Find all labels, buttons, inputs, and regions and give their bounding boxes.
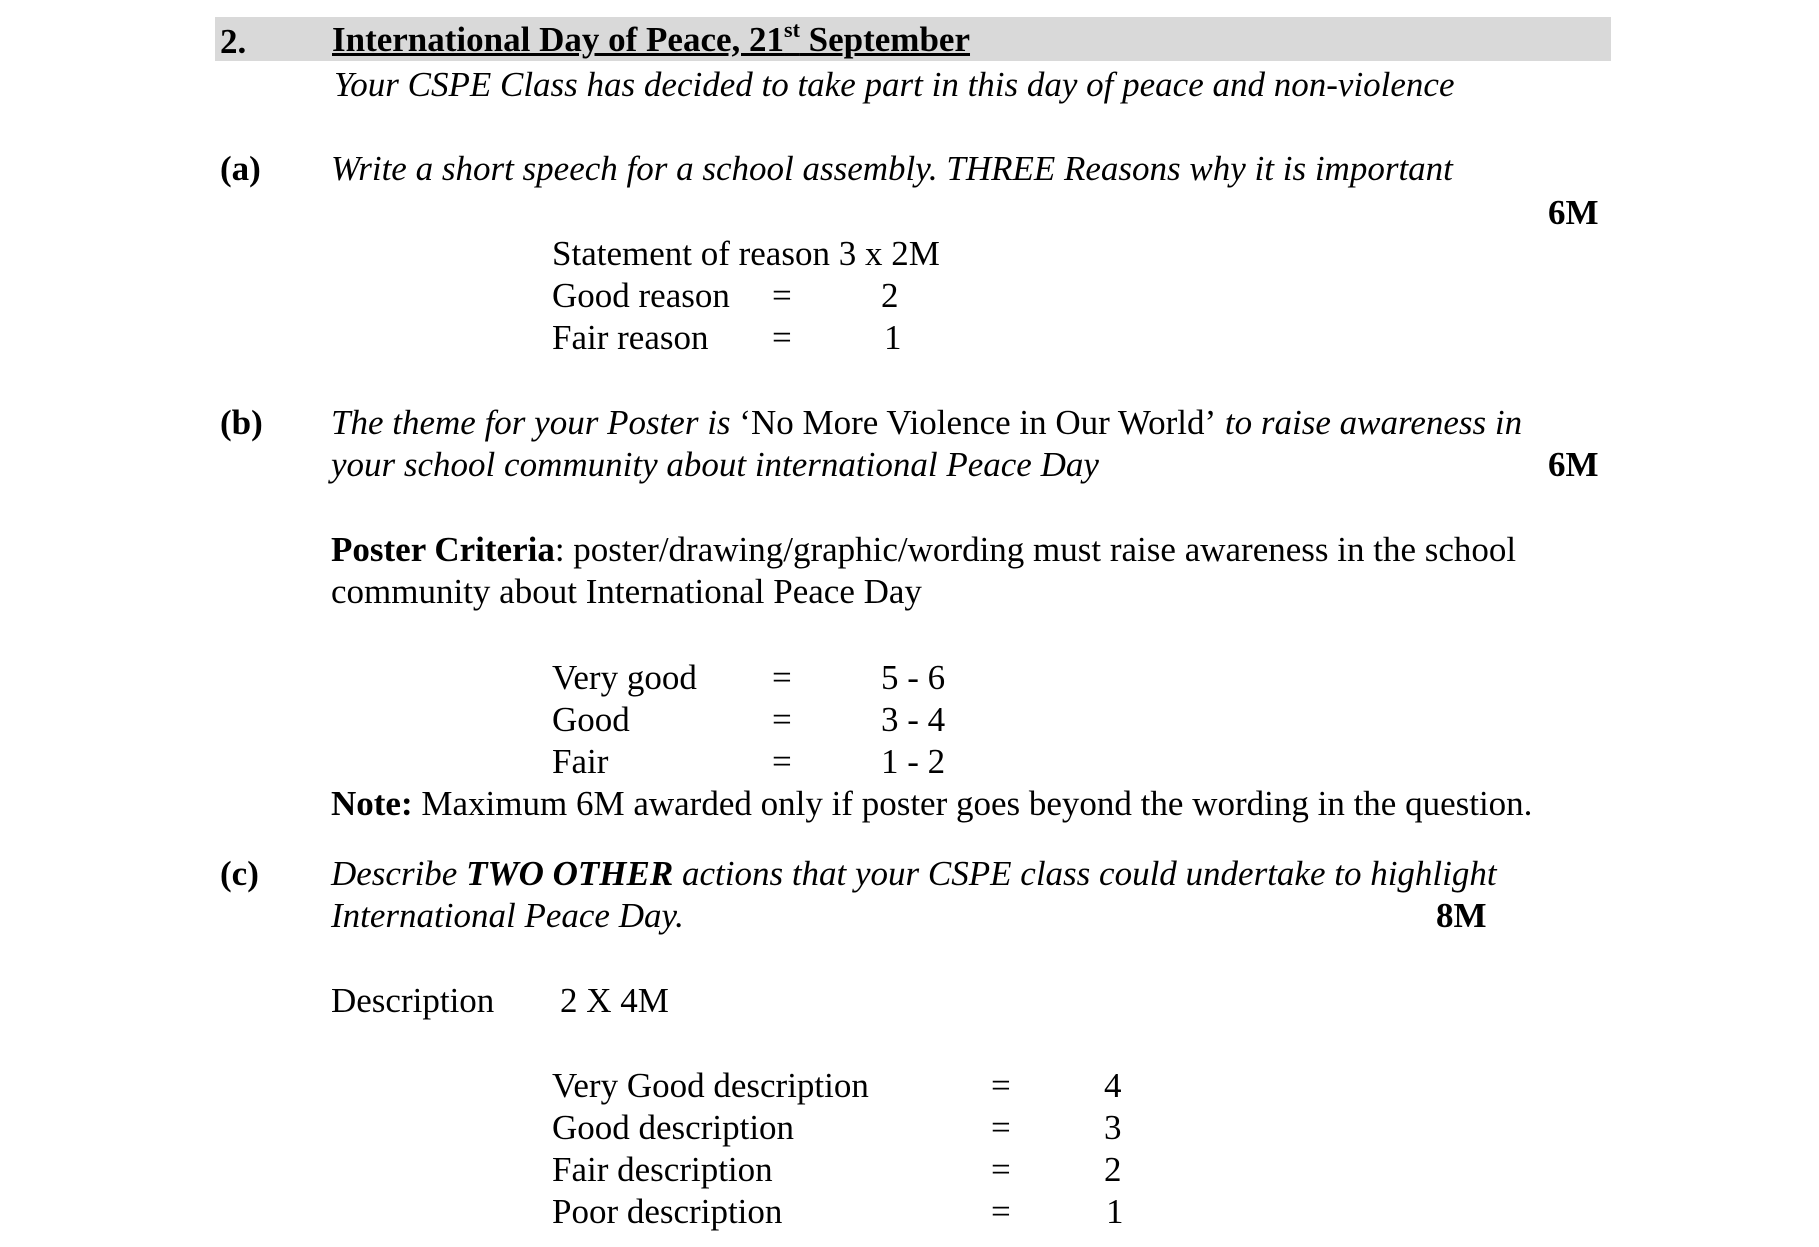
question-title-main: International Day of Peace, 21 bbox=[332, 20, 785, 59]
part-a-scheme-heading: Statement of reason 3 x 2M bbox=[552, 234, 940, 273]
part-c-scheme-eq: = bbox=[991, 1066, 1011, 1105]
part-c-prompt-emphasis: TWO OTHER bbox=[466, 854, 674, 893]
part-c-prompt-line2: International Peace Day. bbox=[331, 896, 684, 935]
question-number: 2. bbox=[220, 22, 247, 61]
part-b-note bbox=[331, 786, 1532, 821]
part-c-scheme-label: Poor description bbox=[552, 1192, 783, 1231]
question-title bbox=[332, 17, 971, 59]
part-c-scheme-label: Good description bbox=[552, 1108, 795, 1147]
part-b-prompt-line2: your school community about international Peace Day bbox=[331, 445, 1099, 484]
part-c-scheme-eq: = bbox=[991, 1150, 1011, 1189]
part-c-description-label: Description bbox=[331, 981, 495, 1020]
part-a-scheme-value: 2 bbox=[881, 276, 899, 315]
question-title-end: September bbox=[799, 20, 971, 59]
part-c-prompt-line1 bbox=[331, 856, 1497, 891]
part-c-prompt-part2: actions that your CSPE class could undertake to highlight bbox=[673, 854, 1497, 893]
part-b-scheme-value: 3 - 4 bbox=[881, 700, 946, 739]
poster-criteria-line2: community about International Peace Day bbox=[331, 572, 922, 611]
part-b-note-label: Note: bbox=[331, 784, 413, 823]
part-c-marks: 8M bbox=[1436, 896, 1487, 935]
part-b-scheme-label: Fair bbox=[552, 742, 609, 781]
part-b-label: (b) bbox=[220, 403, 263, 442]
part-b-scheme-value: 5 - 6 bbox=[881, 658, 946, 697]
part-c-scheme-eq: = bbox=[991, 1108, 1011, 1147]
part-b-theme-quote: ‘No More Violence in Our World’ bbox=[739, 403, 1217, 442]
part-c-description-value: 2 X 4M bbox=[560, 981, 669, 1020]
part-c-label: (c) bbox=[220, 854, 259, 893]
part-c-scheme-label: Fair description bbox=[552, 1150, 773, 1189]
part-b-scheme-label: Very good bbox=[552, 658, 697, 697]
part-c-scheme-value: 4 bbox=[1104, 1066, 1122, 1105]
question-intro: Your CSPE Class has decided to take part in this day of peace and non-violence bbox=[334, 65, 1455, 104]
part-a-scheme-label: Fair reason bbox=[552, 318, 709, 357]
part-a-scheme-label: Good reason bbox=[552, 276, 730, 315]
part-c-scheme-value: 1 bbox=[1106, 1192, 1124, 1231]
part-b-marks: 6M bbox=[1548, 445, 1599, 484]
part-b-scheme-eq: = bbox=[772, 658, 792, 697]
part-a-marks: 6M bbox=[1548, 193, 1599, 232]
part-b-scheme-eq: = bbox=[772, 742, 792, 781]
part-a-prompt: Write a short speech for a school assembly. THREE Reasons why it is important bbox=[331, 149, 1453, 188]
part-c-prompt-part1: Describe bbox=[331, 854, 467, 893]
part-a-scheme-eq: = bbox=[772, 318, 792, 357]
poster-criteria-line1 bbox=[331, 532, 1516, 567]
part-a-scheme-eq: = bbox=[772, 276, 792, 315]
part-c-scheme-eq: = bbox=[991, 1192, 1011, 1231]
part-c-scheme-value: 3 bbox=[1104, 1108, 1122, 1147]
part-b-scheme-eq: = bbox=[772, 700, 792, 739]
part-c-scheme-value: 2 bbox=[1104, 1150, 1122, 1189]
part-b-prompt-part2: to raise awareness in bbox=[1216, 403, 1523, 442]
part-a-scheme-value: 1 bbox=[884, 318, 902, 357]
part-b-scheme-label: Good bbox=[552, 700, 630, 739]
part-c-scheme-label: Very Good description bbox=[552, 1066, 869, 1105]
poster-criteria-label: Poster Criteria bbox=[331, 530, 555, 569]
part-b-note-text: Maximum 6M awarded only if poster goes beyond the wording in the question. bbox=[412, 784, 1533, 823]
poster-criteria-text: : poster/drawing/graphic/wording must raise awareness in the school bbox=[554, 530, 1517, 569]
part-a-label: (a) bbox=[220, 149, 261, 188]
question-title-ordinal: st bbox=[784, 17, 800, 42]
part-b-prompt-line1 bbox=[331, 405, 1522, 440]
part-b-prompt-part1: The theme for your Poster is bbox=[331, 403, 740, 442]
part-b-scheme-value: 1 - 2 bbox=[881, 742, 946, 781]
